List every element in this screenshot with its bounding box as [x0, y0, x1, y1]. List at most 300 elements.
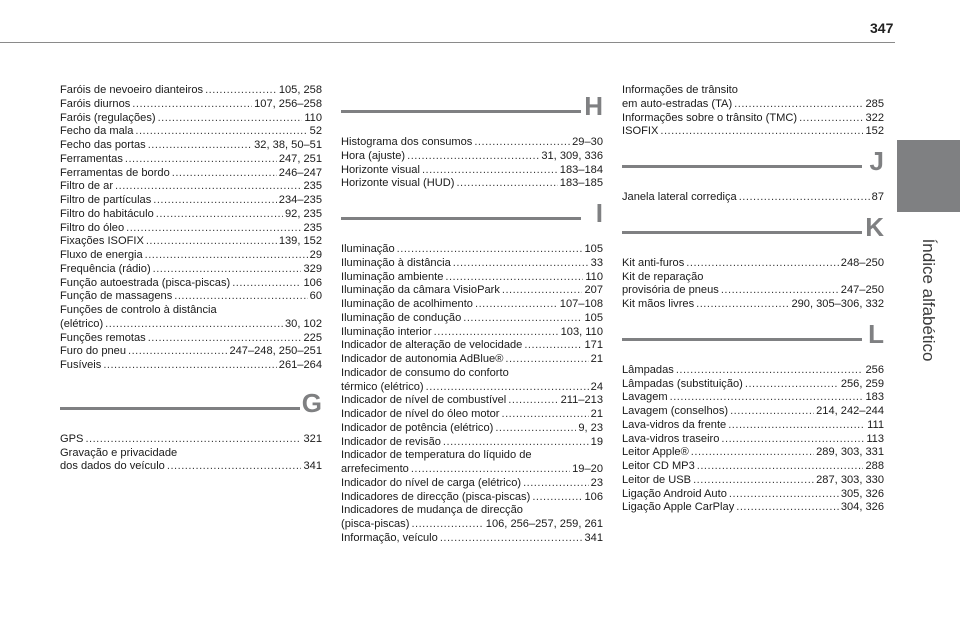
index-entry — [622, 298, 884, 312]
index-entry-line — [341, 339, 603, 353]
index-entry-line — [341, 518, 603, 532]
entry-term: Lava-vidros traseiro — [622, 432, 720, 445]
index-entry — [341, 339, 603, 353]
dot-leader — [453, 257, 589, 271]
index-entry — [341, 136, 603, 150]
dot-leader — [532, 491, 582, 505]
entry-pages: 106 — [584, 490, 603, 503]
section-letter: H — [584, 91, 603, 121]
index-entry — [341, 298, 603, 312]
index-entry — [622, 112, 884, 126]
entry-pages: 24 — [590, 380, 603, 393]
entry-term: Leitor Apple® — [622, 446, 689, 459]
section-title: Índice alfabético — [919, 238, 938, 362]
entry-term: Ferramentas de bordo — [60, 166, 170, 179]
index-entry — [341, 449, 603, 477]
dot-leader — [463, 312, 582, 326]
entry-term: Indicador de alteração de velocidade — [341, 339, 523, 352]
entry-pages: 261–264 — [278, 359, 322, 371]
index-entry-line — [622, 298, 884, 312]
index-entry-line — [60, 194, 322, 208]
index-entry-line — [60, 318, 322, 332]
entry-term: Lâmpadas (substituição) — [622, 377, 743, 390]
dot-leader — [174, 290, 307, 304]
entry-pages: 183 — [865, 391, 884, 404]
entry-term: Kit anti-furos — [622, 256, 685, 269]
entry-term: Indicador de temperatura do líquido de — [341, 449, 532, 462]
section-letter: L — [868, 318, 884, 349]
entry-term: Frequência (rádio) — [60, 262, 151, 275]
entry-term: Informações de trânsito — [622, 84, 738, 96]
entry-term: Lavagem (conselhos) — [622, 405, 729, 417]
entry-term: Leitor de USB — [622, 473, 692, 486]
entry-pages: 247–250 — [840, 284, 884, 297]
dot-leader — [445, 271, 583, 285]
index-entry-line — [60, 263, 322, 277]
index-entry-line — [60, 345, 322, 359]
index-entry-line — [341, 353, 603, 367]
dot-leader — [205, 84, 277, 98]
dot-leader — [115, 180, 301, 194]
section-header — [341, 91, 603, 131]
entry-term: Faróis de nevoeiro dianteiros — [60, 84, 204, 96]
index-entry — [60, 139, 322, 153]
index-entry — [622, 488, 884, 502]
entry-term: Horizonte visual — [341, 163, 420, 176]
index-entry — [622, 446, 884, 460]
index-entry — [622, 460, 884, 474]
section-rule — [622, 231, 862, 234]
index-entry-line — [60, 235, 322, 249]
dot-leader — [739, 191, 870, 205]
index-section — [622, 84, 884, 139]
index-entry-line — [60, 249, 322, 263]
index-entry-line — [341, 136, 603, 150]
entry-pages: 29 — [309, 249, 322, 261]
dot-leader — [523, 477, 589, 491]
index-entry — [341, 284, 603, 298]
dot-leader — [156, 208, 283, 222]
dot-leader — [670, 391, 864, 405]
index-entry — [341, 436, 603, 450]
entry-pages: 107–108 — [559, 298, 603, 310]
index-entry-line — [622, 98, 884, 112]
index-entry — [60, 180, 322, 194]
index-entry — [622, 271, 884, 299]
entry-pages: 9, 23 — [578, 421, 603, 434]
entry-term: Ligação Android Auto — [622, 487, 727, 500]
index-entry — [60, 235, 322, 249]
index-entry — [341, 504, 603, 532]
entry-pages: 105, 258 — [278, 84, 322, 96]
index-entry-line — [341, 504, 603, 518]
index-entry — [60, 304, 322, 332]
dot-leader — [443, 436, 589, 450]
index-entry-line — [60, 167, 322, 181]
index-entry — [622, 378, 884, 392]
dot-leader — [456, 177, 557, 191]
index-entry-line — [341, 367, 603, 381]
dot-leader — [474, 136, 570, 150]
entry-term: Fecho da mala — [60, 125, 134, 138]
index-entry-line — [341, 463, 603, 477]
entry-term: Janela lateral corrediça — [622, 191, 737, 203]
dot-leader — [524, 339, 582, 353]
entry-term: Faróis (regulações) — [60, 111, 156, 124]
index-entry — [60, 222, 322, 236]
section-rule — [622, 165, 862, 168]
index-entry — [60, 359, 322, 373]
entry-pages: 183–185 — [559, 177, 603, 190]
index-entry — [60, 112, 322, 126]
entry-pages: 19 — [590, 435, 603, 448]
index-entry-line — [341, 257, 603, 271]
dot-leader — [508, 394, 558, 408]
index-entry — [622, 433, 884, 447]
section-rule — [341, 110, 581, 113]
entry-term: Informações sobre o trânsito (TMC) — [622, 111, 798, 124]
entry-pages: 21 — [590, 408, 603, 420]
index-entry — [60, 447, 322, 475]
entry-pages: 110 — [585, 270, 603, 283]
entry-term: Função autoestrada (pisca-piscas) — [60, 276, 231, 289]
dot-leader — [686, 257, 839, 271]
entry-pages: 183–184 — [559, 163, 603, 176]
entry-term: Kit mãos livres — [622, 298, 695, 310]
dot-leader — [734, 98, 863, 112]
dot-leader — [128, 345, 227, 359]
entry-term: em auto-estradas (TA) — [622, 97, 733, 110]
index-entry — [60, 153, 322, 167]
dot-leader — [502, 284, 583, 298]
index-entry-line — [341, 243, 603, 257]
dot-leader — [691, 446, 814, 460]
dot-leader — [505, 353, 588, 367]
index-entry-line — [341, 491, 603, 505]
dot-leader — [799, 112, 863, 126]
entry-term: Indicadores de mudança de direcção — [341, 504, 523, 517]
index-entry — [622, 191, 884, 205]
entry-term: Ferramentas — [60, 152, 123, 165]
entry-pages: 105 — [584, 311, 603, 324]
entry-term: Indicador de autonomia AdBlue® — [341, 353, 504, 365]
index-entry — [341, 353, 603, 367]
index-entry-line — [341, 271, 603, 285]
index-entry-line — [622, 405, 884, 419]
index-entry — [341, 164, 603, 178]
dot-leader — [728, 419, 865, 433]
section-header — [622, 146, 884, 186]
entry-term: Filtro de partículas — [60, 194, 152, 206]
entry-term: Função de massagens — [60, 290, 173, 303]
index-entry — [341, 532, 603, 546]
dot-leader — [232, 277, 301, 291]
section-letter: G — [301, 387, 322, 418]
dot-leader — [502, 408, 589, 422]
dot-leader — [440, 532, 583, 546]
dot-leader — [475, 298, 558, 312]
dot-leader — [696, 298, 789, 312]
index-entry-line — [622, 112, 884, 126]
index-entry — [622, 419, 884, 433]
index-entry — [60, 332, 322, 346]
dot-leader — [730, 405, 814, 419]
index-section — [622, 319, 884, 515]
index-entry — [60, 125, 322, 139]
index-entry-line — [622, 271, 884, 285]
index-entry-line — [60, 290, 322, 304]
entry-term: Informação, veículo — [341, 531, 438, 544]
index-entry-line — [622, 84, 884, 98]
entry-pages: 287, 303, 330 — [816, 473, 884, 486]
index-entry-line — [622, 257, 884, 271]
dot-leader — [693, 474, 814, 488]
dot-leader — [495, 422, 576, 436]
entry-pages: 152 — [865, 125, 884, 138]
index-entry-line — [60, 98, 322, 112]
index-section — [341, 198, 603, 546]
index-entry — [341, 257, 603, 271]
dot-leader — [103, 359, 276, 373]
entry-term: Iluminação interior — [341, 325, 432, 338]
entry-term: Fluxo de energia — [60, 249, 143, 261]
entry-pages: 341 — [584, 531, 603, 544]
section-header — [622, 319, 884, 359]
entry-pages: 207 — [584, 284, 603, 297]
index-entry-line — [341, 436, 603, 450]
index-entry-line — [622, 284, 884, 298]
index-entry — [60, 345, 322, 359]
index-entry-line — [60, 112, 322, 126]
entry-pages: 32, 38, 50–51 — [254, 139, 322, 151]
dot-leader — [721, 284, 839, 298]
entry-pages: 103, 110 — [560, 325, 603, 338]
entry-term: Iluminação ambiente — [341, 270, 444, 283]
entry-pages: 107, 256–258 — [254, 97, 322, 110]
dot-leader — [697, 460, 864, 474]
dot-leader — [132, 98, 252, 112]
dot-leader — [426, 381, 589, 395]
dot-leader — [407, 150, 539, 164]
entry-pages: 105 — [584, 243, 603, 255]
entry-term: Fusíveis — [60, 359, 102, 371]
entry-pages: 214, 242–244 — [816, 405, 884, 417]
index-entry — [60, 263, 322, 277]
entry-pages: 60 — [309, 290, 322, 303]
index-entry-line — [60, 277, 322, 291]
dot-leader — [736, 501, 839, 515]
index-entry — [341, 367, 603, 395]
index-entry-line — [341, 381, 603, 395]
entry-pages: 52 — [309, 125, 322, 138]
entry-pages: 256 — [865, 363, 884, 376]
index-entry-line — [60, 153, 322, 167]
dot-leader — [660, 125, 863, 139]
index-entry — [341, 422, 603, 436]
entry-term: arrefecimento — [341, 463, 409, 475]
entry-pages: 139, 152 — [278, 235, 322, 248]
entry-term: Furo do pneu — [60, 345, 126, 358]
index-entry — [60, 167, 322, 181]
dot-leader — [167, 460, 302, 474]
dot-leader — [422, 164, 558, 178]
index-entry-line — [60, 447, 322, 461]
index-entry-line — [622, 378, 884, 392]
index-entry-line — [341, 422, 603, 436]
index-section — [341, 91, 603, 191]
entry-term: Indicadores de direcção (pisca-piscas) — [341, 490, 531, 503]
index-entry-line — [341, 284, 603, 298]
index-entry-line — [60, 139, 322, 153]
entry-pages: 285 — [865, 97, 884, 110]
dot-leader — [85, 433, 301, 447]
index-entry-line — [341, 164, 603, 178]
entry-pages: 235 — [303, 180, 322, 193]
entry-term: Fixações ISOFIX — [60, 235, 144, 248]
index-entry — [341, 243, 603, 257]
index-entry-line — [622, 433, 884, 447]
dot-leader — [148, 332, 302, 346]
entry-pages: 19–20 — [572, 463, 603, 475]
entry-term: (elétrico) — [60, 317, 104, 330]
index-entry-line — [622, 364, 884, 378]
index-entry-line — [60, 433, 322, 447]
entry-term: Indicador de revisão — [341, 435, 441, 448]
index-section — [60, 84, 322, 373]
index-entry — [341, 312, 603, 326]
entry-pages: 29–30 — [572, 136, 603, 148]
index-entry-line — [622, 419, 884, 433]
dot-leader — [434, 326, 559, 340]
entry-term: Filtro de ar — [60, 180, 114, 193]
entry-pages: 247–248, 250–251 — [229, 345, 322, 358]
index-entry-line — [60, 84, 322, 98]
entry-term: Lâmpadas — [622, 363, 674, 376]
index-entry — [622, 405, 884, 419]
index-column-1 — [60, 84, 322, 474]
entry-pages: 33 — [590, 256, 603, 269]
index-section — [622, 212, 884, 312]
dot-leader — [745, 378, 839, 392]
index-entry-line — [341, 408, 603, 422]
entry-term: Iluminação de acolhimento — [341, 298, 473, 310]
index-entry-line — [622, 501, 884, 515]
entry-pages: 87 — [871, 191, 884, 203]
dot-leader — [397, 243, 583, 257]
entry-pages: 171 — [584, 339, 603, 352]
section-rule — [622, 338, 862, 341]
dot-leader — [411, 463, 570, 477]
index-entry-line — [622, 460, 884, 474]
entry-term: Iluminação — [341, 243, 395, 255]
index-entry — [622, 125, 884, 139]
entry-term: Leitor CD MP3 — [622, 460, 695, 472]
entry-term: Indicador de potência (elétrico) — [341, 421, 494, 434]
entry-pages: 246–247 — [278, 166, 322, 179]
index-entry-line — [60, 359, 322, 373]
entry-term: Lava-vidros da frente — [622, 418, 727, 431]
index-section — [60, 388, 322, 474]
index-entry-line — [60, 208, 322, 222]
index-entry-line — [622, 125, 884, 139]
index-entry-line — [341, 312, 603, 326]
entry-term: Indicador de nível do óleo motor — [341, 408, 500, 420]
index-entry-line — [60, 222, 322, 236]
page-number: 347 — [870, 20, 894, 36]
index-entry — [60, 290, 322, 304]
index-entry-line — [341, 477, 603, 491]
index-entry-line — [341, 177, 603, 191]
entry-term: Kit de reparação — [622, 270, 704, 283]
section-rule — [341, 217, 581, 220]
entry-term: Indicador de nível de combustível — [341, 394, 507, 407]
entry-pages: 113 — [866, 432, 884, 445]
index-entry — [341, 326, 603, 340]
index-entry-line — [60, 125, 322, 139]
index-entry-line — [622, 191, 884, 205]
entry-pages: 106, 256–257, 259, 261 — [485, 518, 603, 530]
entry-term: Filtro do óleo — [60, 221, 125, 234]
index-entry — [60, 249, 322, 263]
index-entry-line — [60, 460, 322, 474]
index-entry-line — [60, 304, 322, 318]
spacer — [60, 373, 322, 381]
index-entry — [622, 501, 884, 515]
entry-pages: 30, 102 — [284, 317, 322, 330]
dot-leader — [153, 263, 302, 277]
entry-pages: 111 — [867, 418, 884, 431]
entry-pages: 289, 303, 331 — [816, 446, 884, 459]
entry-pages: 305, 326 — [840, 487, 884, 500]
index-entry — [622, 84, 884, 112]
index-entry — [341, 394, 603, 408]
entry-term: Ligação Apple CarPlay — [622, 501, 735, 514]
section-letter: K — [865, 211, 884, 242]
dot-leader — [135, 125, 307, 139]
section-letter: J — [869, 146, 884, 176]
entry-pages: 234–235 — [278, 194, 322, 206]
index-entry-line — [341, 532, 603, 546]
index-entry — [341, 271, 603, 285]
index-entry — [622, 391, 884, 405]
header-rule — [0, 42, 895, 43]
entry-pages: 211–213 — [560, 394, 603, 407]
index-entry — [622, 474, 884, 488]
entry-pages: 290, 305–306, 332 — [791, 298, 884, 310]
entry-term: Funções remotas — [60, 331, 146, 344]
entry-term: Iluminação de condução — [341, 311, 462, 324]
entry-term: Iluminação da câmara VisioPark — [341, 284, 500, 297]
section-header — [60, 388, 322, 428]
entry-term: Funções de controlo à distância — [60, 304, 217, 316]
entry-pages: 256, 259 — [840, 377, 884, 390]
index-column-2 — [341, 84, 603, 546]
entry-pages: 341 — [303, 460, 322, 473]
entry-pages: 225 — [303, 331, 322, 344]
index-entry-line — [341, 394, 603, 408]
entry-term: ISOFIX — [622, 125, 659, 138]
index-entry-line — [622, 446, 884, 460]
index-entry — [60, 208, 322, 222]
dot-leader — [158, 112, 303, 126]
entry-term: provisória de pneus — [622, 284, 719, 297]
entry-pages: 247, 251 — [278, 152, 322, 165]
dot-leader — [721, 433, 864, 447]
entry-term: GPS — [60, 432, 84, 445]
dot-leader — [153, 194, 277, 208]
section-rule — [60, 407, 300, 410]
index-entry — [622, 364, 884, 378]
